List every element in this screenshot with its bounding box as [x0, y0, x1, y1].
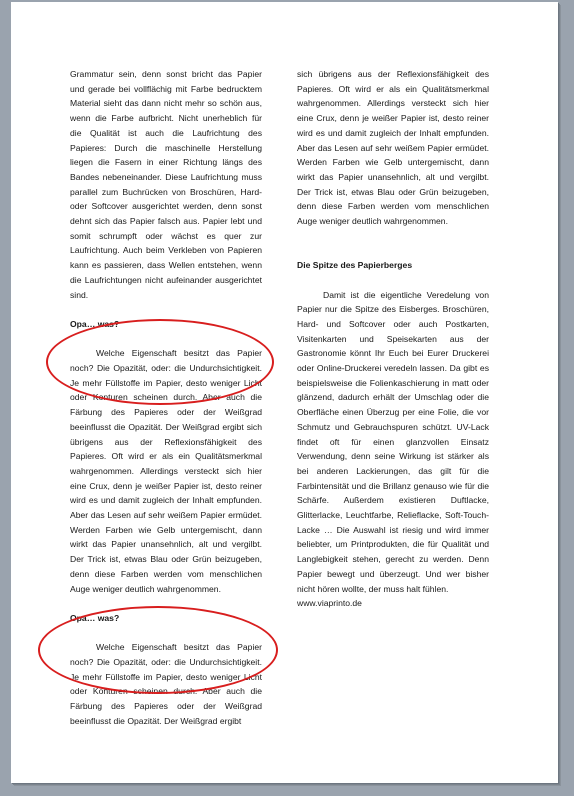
paragraph-laufrichtung: Grammatur sein, denn sonst bricht das Papier und gerade bei vollflächig mit Farbe bedrucktem Material sieht das dann nicht mehr so schön aus, wenn die Farbe aufbricht. Nicht unerheblich für die Qualität ist auch die Laufrichtung des Papieres: Durch die maschinelle Herstellung liegen die Fasern in einer Richtung längs des Bandes nebeneinander. Diese Laufrichtung muss parallel zum Buchrücken von Broschüren, Hard- oder Softcover ausgerichtet werden, denn sonst dehnt sich das Papier falsch aus. Papier lebt und somit schrumpft oder wächst es quer zur Laufrichtung. Auch beim Verkleben von Papieren kann es passieren, dass Wellen entstehen, wenn die Laufrichtungen nicht aufeinander ausgerichtet sind.: [70, 69, 262, 300]
heading-opa-first: Opa… was?: [70, 318, 120, 329]
paragraph-opazitaet-repeat: Welche Eigenschaft besitzt das Papier noch? Die Opazität, oder: die Undurchsichtigkeit. Je mehr Füllstoffe im Papier, desto weniger Licht oder Konturen scheinen durch. Aber auch die Färbung des Papieres oder der Weißgrad beeinflusst die Opazität. Der Weißgrad ergibt: [70, 642, 262, 726]
workspace-background: [0, 786, 574, 796]
red-annotation-ellipse-top: [46, 319, 274, 405]
red-annotation-ellipse-bottom: [38, 606, 278, 694]
heading-opa-second: Opa… was?: [70, 612, 120, 623]
paragraph-veredelung: Damit ist die eigentliche Veredelung von Papier nur die Spitze des Eisberges. Broschüren, Hard- und Softcover oder auch Postkarten, Visitenkarten und Speisekarten aus der Gastronomie könnt Ihr Euch bei Eurer Druckerei oder Online-Druckerei veredeln lassen. Da gibt es beispielsweise die Folienkaschierung in matt oder glänzend, dadurch erhält der Umschlag oder die Oberfläche einen Überzug per eine Folie, die vor Schmutz und Gebrauchspuren schützt. UV-Lack findet oft für einen glanzvollen Einsatz Verwendung, denn seine Wirkung ist stärker als bei anderen Lackierungen, das gilt für die Farbintensität und die Brillanz genauso wie für die Schärfe. Außerdem existieren Duftlacke, Glitterlacke, Leuchtfarbe, Relieflacke, Soft-Touch-Lacke … Die Auswahl ist riesig und wird immer beliebter, um Printprodukten, die für Qualität und Langlebigkeit stehen, gerecht zu werden. Denn Papier bewegt und überzeugt. Und wer bisher nicht hören wollte, der muss halt fühlen.: [297, 289, 489, 594]
website-link[interactable]: www.viaprinto.de: [297, 598, 362, 609]
paragraph-weissgrad: sich übrigens aus der Reflexionsfähigkeit des Papieres. Oft wird er als ein Qualitätsmerkmal wahrgenommen. Allerdings versteckt sich hier eine Crux, denn je weißer Papier ist, desto reiner wird es und damit zugleich der Inhalt empfunden. Aber das Lesen auf sehr weißem Papier ermüdet. Werden Farben wie Gelb untergemischt, dann wirkt das Papier unansehnlich, alt und vergilbt. Der Trick ist, etwas Blau oder Grün beizugeben, denn diese Farben werden vom menschlichen Auge weniger deutlich wahrgenommen.: [297, 69, 489, 227]
heading-spitze-papierberges: Die Spitze des Papierberges: [297, 260, 413, 271]
document-page: [11, 2, 558, 783]
right-text-column: [297, 67, 489, 611]
paragraph-opazitaet: Welche Eigenschaft besitzt das Papier noch? Die Opazität, oder: die Undurchsichtigkeit. Je mehr Füllstoffe im Papier, desto weniger Licht oder Konturen scheinen durch. Aber auch die Färbung des Papieres oder der Weißgrad beeinflusst die Opazität. Der Weißgrad ergibt sich übrigens aus der Reflexionsfähigkeit des Papieres. Oft wird er als ein Qualitätsmerkmal wahrgenommen. Allerdings versteckt sich hier eine Crux, denn je weißer Papier ist, desto reiner wird es und damit zugleich der Inhalt empfunden. Aber das Lesen auf sehr weißem Papier ermüdet. Werden Farben wie Gelb untergemischt, dann wirkt das Papier unansehnlich, alt und vergilbt. Der Trick ist, etwas Blau oder Grün beizugeben, denn diese Farben werden vom menschlichen Auge weniger deutlich wahrgenommen.: [70, 348, 262, 594]
